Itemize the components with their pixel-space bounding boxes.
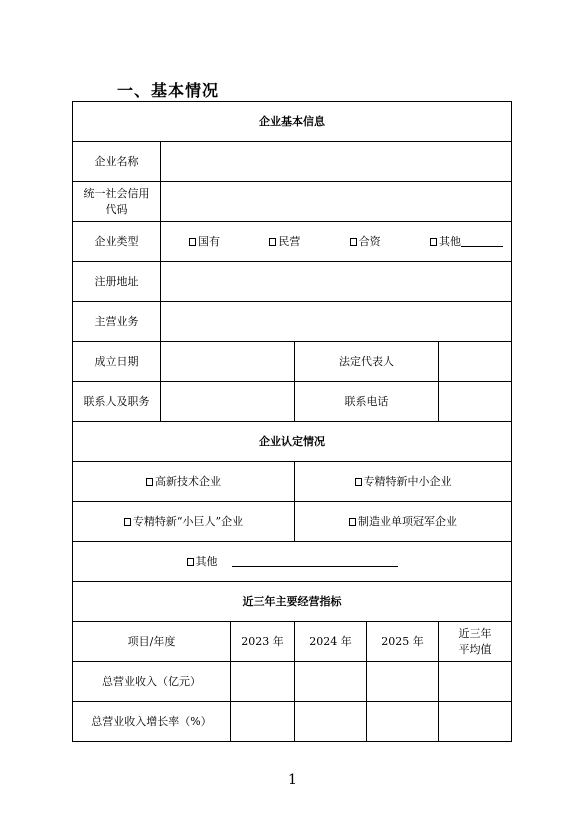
checkbox-icon[interactable] bbox=[355, 478, 362, 486]
checkbox-icon[interactable] bbox=[124, 518, 131, 526]
checkbox-icon[interactable] bbox=[349, 518, 356, 526]
type-option-other[interactable]: 其他 bbox=[430, 234, 503, 250]
page-number: 1 bbox=[288, 772, 297, 788]
growth-average-cell[interactable] bbox=[439, 702, 512, 742]
revenue-2025-cell[interactable] bbox=[367, 662, 439, 702]
cert-option-hightech[interactable]: 高新技术企业 bbox=[73, 462, 295, 502]
indicators-header: 近三年主要经营指标 bbox=[73, 582, 512, 622]
type-option-private[interactable]: 民营 bbox=[269, 234, 300, 250]
main-business-field[interactable] bbox=[161, 302, 512, 342]
section-title: 一、基本情况 bbox=[117, 81, 220, 100]
table-row bbox=[73, 702, 512, 742]
reg-address-field[interactable] bbox=[161, 262, 512, 302]
cert-option-little-giant[interactable]: 专精特新“小巨人”企业 bbox=[73, 502, 295, 542]
founded-date-label: 成立日期 bbox=[73, 342, 161, 382]
col-2025: 2025 年 bbox=[367, 622, 439, 662]
growth-2023-cell[interactable] bbox=[231, 702, 295, 742]
certification-header: 企业认定情况 bbox=[73, 422, 512, 462]
growth-2024-cell[interactable] bbox=[295, 702, 367, 742]
legal-rep-label: 法定代表人 bbox=[295, 342, 439, 382]
row-label-growth: 总营业收入增长率（%） bbox=[73, 702, 231, 742]
growth-2025-cell[interactable] bbox=[367, 702, 439, 742]
checkbox-icon[interactable] bbox=[189, 238, 196, 246]
type-option-joint[interactable]: 合资 bbox=[350, 234, 381, 250]
reg-address-label: 注册地址 bbox=[73, 262, 161, 302]
cert-option-other[interactable]: 其他 bbox=[73, 542, 512, 582]
founded-date-field[interactable] bbox=[161, 342, 295, 382]
phone-field[interactable] bbox=[439, 382, 512, 422]
table-row bbox=[73, 662, 512, 702]
revenue-2023-cell[interactable] bbox=[231, 662, 295, 702]
company-name-field[interactable] bbox=[161, 142, 512, 182]
credit-code-label bbox=[73, 182, 161, 222]
phone-label: 联系电话 bbox=[295, 382, 439, 422]
checkbox-icon[interactable] bbox=[146, 478, 153, 486]
contact-field[interactable] bbox=[161, 382, 295, 422]
credit-code-label-line1: 统一社会信用 bbox=[83, 186, 150, 200]
col-item-year: 项目/年度 bbox=[73, 622, 231, 662]
col-average: 近三年 平均值 bbox=[439, 622, 512, 662]
contact-label: 联系人及职务 bbox=[73, 382, 161, 422]
checkbox-icon[interactable] bbox=[430, 238, 437, 246]
credit-code-field[interactable] bbox=[161, 182, 512, 222]
revenue-average-cell[interactable] bbox=[439, 662, 512, 702]
company-type-options bbox=[161, 222, 512, 262]
basic-info-header: 企业基本信息 bbox=[73, 102, 512, 142]
cert-option-champion[interactable]: 制造业单项冠军企业 bbox=[295, 502, 512, 542]
col-2024: 2024 年 bbox=[295, 622, 367, 662]
cert-option-specialized-sme[interactable]: 专精特新中小企业 bbox=[295, 462, 512, 502]
checkbox-icon[interactable] bbox=[187, 558, 194, 566]
row-label-revenue: 总营业收入（亿元） bbox=[73, 662, 231, 702]
enterprise-info-table bbox=[72, 101, 512, 742]
other-cert-blank[interactable] bbox=[232, 556, 398, 567]
legal-rep-field[interactable] bbox=[439, 342, 512, 382]
checkbox-icon[interactable] bbox=[350, 238, 357, 246]
main-business-label: 主营业务 bbox=[73, 302, 161, 342]
col-2023: 2023 年 bbox=[231, 622, 295, 662]
revenue-2024-cell[interactable] bbox=[295, 662, 367, 702]
type-option-state[interactable]: 国有 bbox=[189, 234, 220, 250]
credit-code-label-line2: 代码 bbox=[105, 202, 128, 216]
company-type-label: 企业类型 bbox=[73, 222, 161, 262]
checkbox-icon[interactable] bbox=[269, 238, 276, 246]
other-type-blank[interactable] bbox=[461, 236, 503, 247]
company-name-label: 企业名称 bbox=[73, 142, 161, 182]
